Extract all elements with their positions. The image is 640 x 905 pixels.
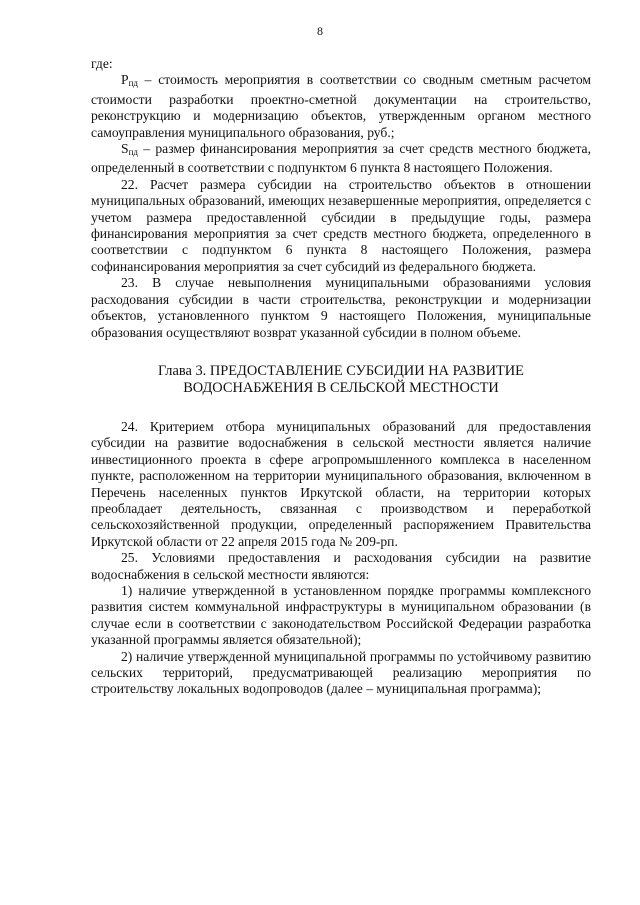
paragraph-22: 22. Расчет размера субсидии на строительство объектов в отношении муниципальных образований, имеющих незавершенные мероприятия, определяется с учетом размера предоставленной субсидии в предыдущие годы, размера финансирования мероприятия за счет средств местного бюджета, определенного в соответствии с подпунктом 6 пункта 8 настоящего Положения, размера софинансирования мероприятия за счет субсидий из федерального бюджета.	[91, 176, 591, 274]
definition-p-text: – стоимость мероприятия в соответствии со сводным сметным расчетом стоимости разработки проектно-сметной документации на строительство, реконструкцию и модернизацию объектов, утвержденным органом местного самоуправления муниципального образования, руб.;	[91, 72, 591, 140]
document-body	[91, 56, 591, 698]
chapter-title-line-2: ВОДОСНАБЖЕНИЯ В СЕЛЬСКОЙ МЕСТНОСТИ	[183, 379, 499, 396]
paragraph-25: 25. Условиями предоставления и расходования субсидии на развитие водоснабжения в сельской местности являются:	[91, 550, 591, 582]
where-label: где:	[91, 56, 113, 71]
symbol-s: S	[121, 141, 129, 157]
chapter-title-line-1: Глава 3. ПРЕДОСТАВЛЕНИЕ СУБСИДИИ НА РАЗВИТИЕ	[158, 362, 524, 379]
paragraph-25-item-2: 2) наличие утвержденной муниципальной программы по устойчивому развитию сельских территорий, предусматривающей реализацию мероприятия по строительству локальных водопроводов (далее – муниципальная программа);	[91, 648, 591, 697]
page-number: 8	[317, 24, 323, 38]
definition-s-text: – размер финансирования мероприятия за счет средств местного бюджета, определенный в соответствии с подпунктом 6 пункта 8 настоящего Положения.	[91, 141, 591, 176]
paragraph-24: 24. Критерием отбора муниципальных образований для предоставления субсидии на развитие водоснабжения в сельской местности является наличие инвестиционного проекта в сфере агропромышленного комплекса в населенном пункте, расположенном на территории муниципального образования, включенном в Перечень населенных пунктов Иркутской области, на территории которых преобладает деятельность, связанная с производством и переработкой сельскохозяйственной продукции, определенный распоряжением Правительства Иркутской области от 22 апреля 2015 года № 209-рп.	[91, 418, 591, 549]
symbol-s-subscript: пд	[128, 147, 138, 158]
definition-s	[91, 141, 591, 177]
symbol-p-subscript: пд	[128, 78, 138, 89]
symbol-p: P	[121, 72, 129, 88]
chapter-heading	[91, 363, 591, 397]
paragraph-23: 23. В случае невыполнения муниципальными образованиями условия расходования субсидии в части строительства, реконструкции и модернизации объектов, установленного пунктом 9 настоящего Положения, муниципальные образования осуществляют возврат указанной субсидии в полном объеме.	[91, 275, 591, 340]
paragraph-25-item-1: 1) наличие утвержденной в установленном порядке программы комплексного развития систем коммунальной инфраструктуры в муниципальном образовании (в случае если в соответствии с законодательством Российской Федерации разработка указанной программы является обязательной);	[91, 582, 591, 648]
definition-p	[91, 72, 591, 141]
